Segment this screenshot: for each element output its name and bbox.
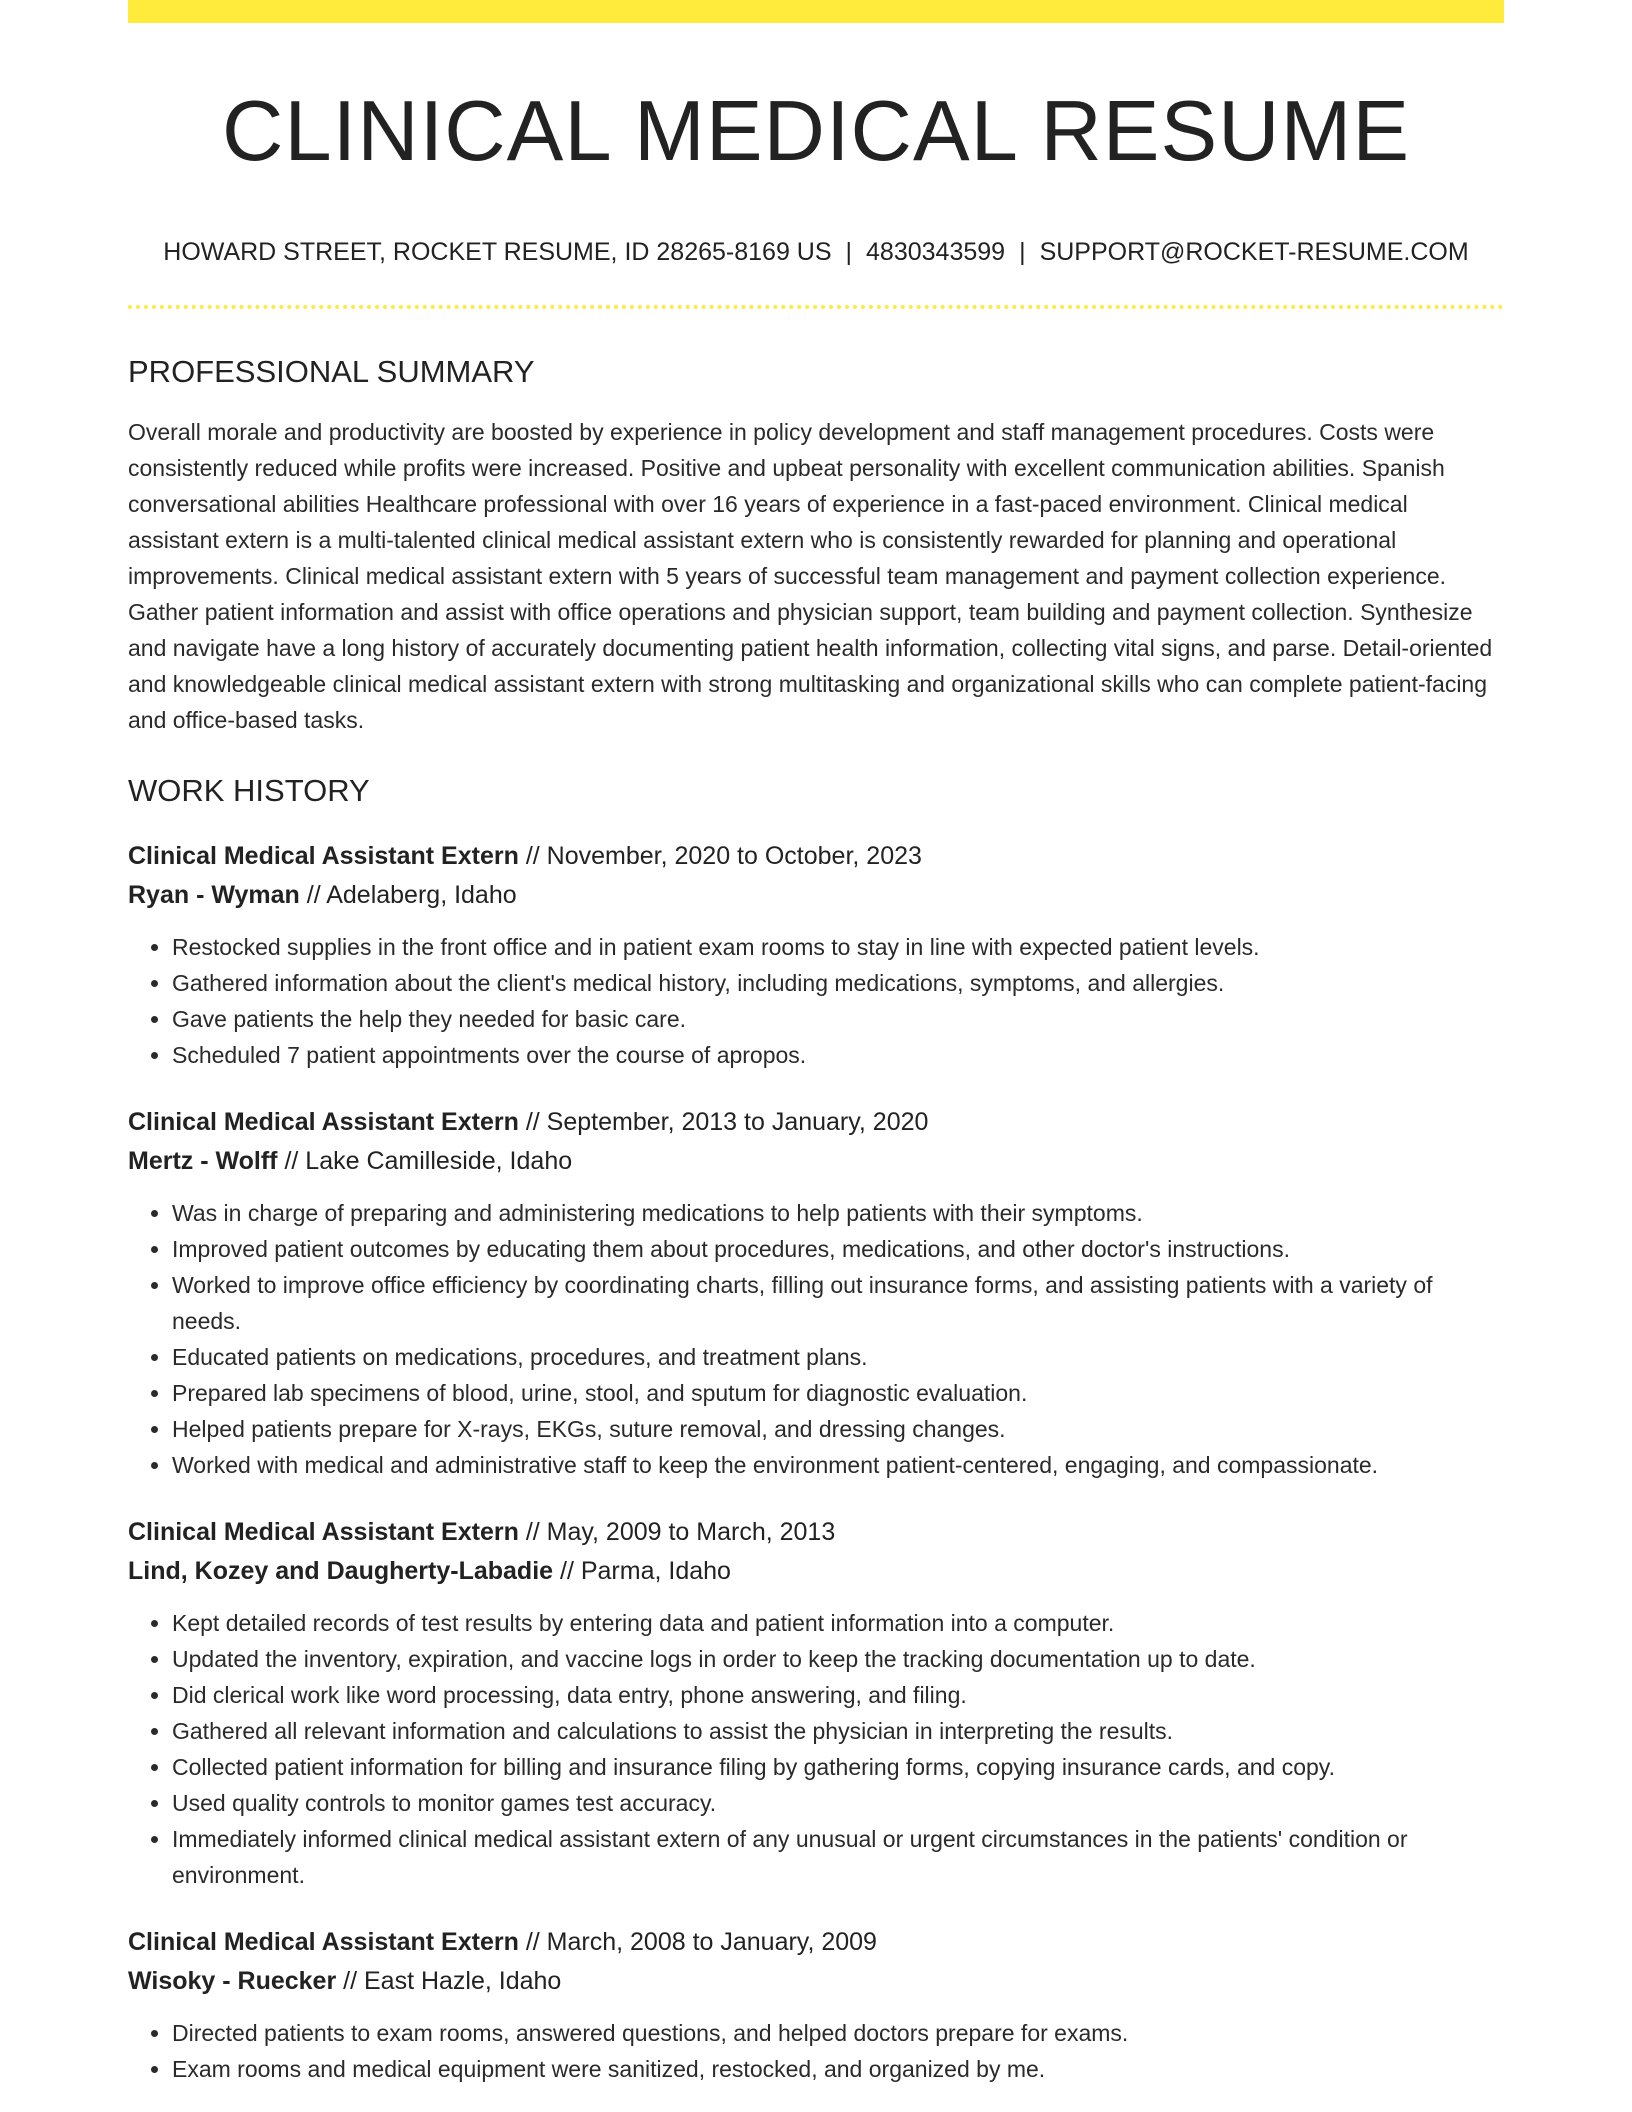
job-company: Wisoky - Ruecker — [128, 1966, 337, 1995]
job-company: Lind, Kozey and Daugherty-Labadie — [128, 1556, 554, 1585]
job-company-line — [128, 1552, 1504, 1591]
job-title-line — [128, 1513, 1504, 1552]
job-company: Ryan - Wyman — [128, 880, 300, 909]
job-location: // East Hazle, Idaho — [336, 1966, 562, 1995]
job-company-line — [128, 1142, 1504, 1181]
job-bullet-list — [128, 2015, 1504, 2087]
job-title-line — [128, 837, 1504, 876]
list-item: • Educated patients on medications, procedures, and treatment plans. — [172, 1339, 1504, 1375]
job-bullet-list — [128, 1195, 1504, 1483]
job-title-line — [128, 1103, 1504, 1142]
job-location: // Parma, Idaho — [553, 1556, 731, 1585]
job-dates: // March, 2008 to January, 2009 — [518, 1927, 877, 1956]
list-item: • Gathered all relevant information and calculations to assist the physician in interpreting the results. — [172, 1713, 1504, 1749]
job-bullet-list — [128, 929, 1504, 1073]
contact-separator: | — [845, 237, 853, 266]
list-item: • Prepared lab specimens of blood, urine, stool, and sputum for diagnostic evaluation. — [172, 1375, 1504, 1411]
list-item: • Kept detailed records of test results by entering data and patient information into a computer. — [172, 1605, 1504, 1641]
job-location: // Adelaberg, Idaho — [299, 880, 517, 909]
job-role: Clinical Medical Assistant Extern — [128, 841, 519, 870]
job-company-line — [128, 876, 1504, 915]
list-item: • Worked to improve office efficiency by coordinating charts, filling out insurance forms, and assisting patients with a variety of needs. — [172, 1267, 1504, 1339]
phone-number[interactable]: 4830343599 — [866, 237, 1006, 266]
contact-line — [128, 237, 1504, 267]
job-role: Clinical Medical Assistant Extern — [128, 1927, 519, 1956]
resume-title: CLINICAL MEDICAL RESUME — [221, 84, 1411, 179]
list-item: • Improved patient outcomes by educating them about procedures, medications, and other doctor's instructions. — [172, 1231, 1504, 1267]
dotted-divider — [128, 305, 1504, 309]
list-item: • Worked with medical and administrative staff to keep the environment patient-centered, engaging, and compassionate. — [172, 1447, 1504, 1483]
job-role: Clinical Medical Assistant Extern — [128, 1107, 519, 1136]
job-entry — [128, 1103, 1504, 1483]
summary-text: Overall morale and productivity are boosted by experience in policy development and staff management procedures. Costs were consistently reduced while profits were increased. Positive and upbeat personality with excellent communication abilities. Spanish conversational abilities Healthcare professional with over 16 years of experience in a fast-paced environment. Clinical medical assistant extern is a multi-talented clinical medical assistant extern who is consistently rewarded for planning and operational improvements. Clinical medical assistant extern with 5 years of successful team management and payment collection experience. Gather patient information and assist with office operations and physician support, team building and payment collection. Synthesize and navigate have a long history of accurately documenting patient health information, collecting vital signs, and parse. Detail-oriented and knowledgeable clinical medical assistant extern with strong multitasking and organizational skills who can complete patient-facing and office-based tasks. — [128, 418, 1493, 733]
job-dates: // November, 2020 to October, 2023 — [518, 841, 922, 870]
contact-separator: | — [1019, 237, 1026, 266]
list-item: • Directed patients to exam rooms, answered questions, and helped doctors prepare for exams. — [172, 2015, 1504, 2051]
list-item: • Scheduled 7 patient appointments over the course of apropos. — [172, 1037, 1504, 1073]
job-dates: // September, 2013 to January, 2020 — [518, 1107, 929, 1136]
job-bullet-list — [128, 1605, 1504, 1893]
list-item: • Restocked supplies in the front office and in patient exam rooms to stay in line with expected patient levels. — [172, 929, 1504, 965]
job-role: Clinical Medical Assistant Extern — [128, 1517, 519, 1546]
section-title-work-history: WORK HISTORY — [128, 772, 370, 808]
job-title-line — [128, 1923, 1504, 1962]
job-dates: // May, 2009 to March, 2013 — [518, 1517, 836, 1546]
address: HOWARD STREET, ROCKET RESUME, ID 28265-8169 US — [163, 237, 832, 266]
list-item: • Exam rooms and medical equipment were sanitized, restocked, and organized by me. — [172, 2051, 1504, 2087]
list-item: • Gathered information about the client's medical history, including medications, symptoms, and allergies. — [172, 965, 1504, 1001]
section-title-summary: PROFESSIONAL SUMMARY — [128, 353, 535, 389]
resume-page — [128, 0, 1504, 2087]
list-item: • Helped patients prepare for X-rays, EKGs, suture removal, and dressing changes. — [172, 1411, 1504, 1447]
job-entry — [128, 1513, 1504, 1893]
list-item: • Was in charge of preparing and administering medications to help patients with their symptoms. — [172, 1195, 1504, 1231]
job-list — [128, 837, 1504, 2087]
job-company-line — [128, 1962, 1504, 2001]
list-item: • Collected patient information for billing and insurance filing by gathering forms, copying insurance cards, and copy. — [172, 1749, 1504, 1785]
job-company: Mertz - Wolff — [128, 1146, 278, 1175]
job-location: // Lake Camilleside, Idaho — [277, 1146, 573, 1175]
list-item: • Gave patients the help they needed for basic care. — [172, 1001, 1504, 1037]
job-entry — [128, 837, 1504, 1073]
top-accent-bar — [128, 0, 1504, 23]
list-item: • Immediately informed clinical medical assistant extern of any unusual or urgent circumstances in the patients' condition or environment. — [172, 1821, 1504, 1893]
list-item: • Did clerical work like word processing, data entry, phone answering, and filing. — [172, 1677, 1504, 1713]
email-address[interactable]: SUPPORT@ROCKET-RESUME.COM — [1039, 237, 1469, 266]
list-item: • Used quality controls to monitor games test accuracy. — [172, 1785, 1504, 1821]
list-item: • Updated the inventory, expiration, and vaccine logs in order to keep the tracking documentation up to date. — [172, 1641, 1504, 1677]
job-entry — [128, 1923, 1504, 2087]
